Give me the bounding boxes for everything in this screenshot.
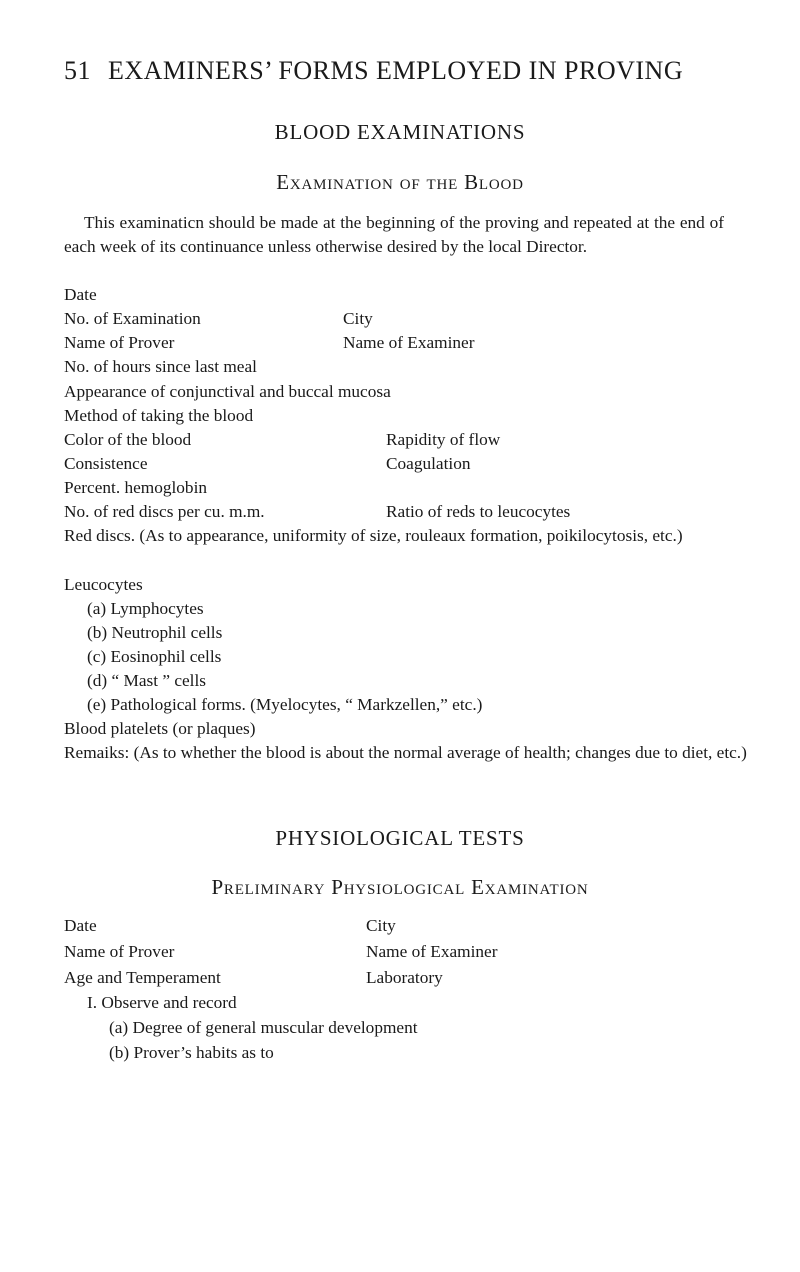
field-coagulation: Coagulation — [386, 454, 471, 473]
physio-field-examiner-name: Name of Examiner — [366, 942, 498, 961]
physio-field-date: Date — [64, 916, 97, 935]
leucocyte-item-d: (d) “ Mast ” cells — [87, 671, 207, 690]
physio-item-b: (b) Prover’s habits as to — [109, 1043, 274, 1062]
physio-item-a: (a) Degree of general muscular development — [109, 1018, 418, 1037]
field-mucosa-appearance: Appearance of conjunctival and buccal mucosa — [64, 382, 391, 401]
field-remarks: Remaiks: (As to whether the blood is about the normal average of health; changes due to diet, etc.) — [64, 743, 747, 762]
field-consistence: Consistence — [64, 454, 148, 473]
field-prover-name: Name of Prover — [64, 333, 175, 352]
blood-subtitle: Examination of the Blood — [276, 170, 524, 194]
field-examiner-name: Name of Examiner — [343, 333, 475, 352]
field-red-discs-count: No. of red discs per cu. m.m. — [64, 502, 265, 521]
field-blood-color: Color of the blood — [64, 430, 192, 449]
field-examination-number: No. of Examination — [64, 309, 201, 328]
field-hours-since-meal: No. of hours since last meal — [64, 357, 257, 376]
field-city: City — [343, 309, 373, 328]
field-blood-method: Method of taking the blood — [64, 406, 254, 425]
field-leucocytes: Leucocytes — [64, 575, 143, 594]
field-reds-leucocytes-ratio: Ratio of reds to leucocytes — [386, 502, 571, 521]
leucocyte-item-b: (b) Neutrophil cells — [87, 623, 223, 642]
physio-field-city: City — [366, 916, 396, 935]
field-flow-rapidity: Rapidity of flow — [386, 430, 501, 449]
leucocyte-item-a: (a) Lymphocytes — [87, 599, 204, 618]
leucocyte-item-c: (c) Eosinophil cells — [87, 647, 222, 666]
field-hemoglobin: Percent. hemoglobin — [64, 478, 208, 497]
physio-observe-record: I. Observe and record — [87, 993, 237, 1012]
running-title: EXAMINERS’ FORMS EMPLOYED IN PROVING — [108, 56, 684, 85]
physio-field-age-temperament: Age and Temperament — [64, 968, 221, 987]
blood-intro-paragraph: This examinaticn should be made at the beginning of the proving and repeated at the end of each week of its continuance unless otherwise desired by the local Director. — [64, 213, 724, 256]
physio-field-laboratory: Laboratory — [366, 968, 443, 987]
field-blood-platelets: Blood platelets (or plaques) — [64, 719, 256, 738]
running-header — [64, 56, 744, 86]
field-red-discs-description: Red discs. (As to appearance, uniformity of size, rouleaux formation, poikilocytosis, etc.) — [64, 526, 683, 545]
physio-field-prover-name: Name of Prover — [64, 942, 175, 961]
physio-section-title: PHYSIOLOGICAL TESTS — [275, 826, 525, 850]
page-number: 51 — [64, 56, 91, 85]
field-date: Date — [64, 285, 97, 304]
blood-section-title: BLOOD EXAMINATIONS — [274, 120, 526, 144]
physio-subtitle: Preliminary Physiological Examination — [211, 875, 589, 899]
leucocyte-item-e: (e) Pathological forms. (Myelocytes, “ Markzellen,” etc.) — [87, 695, 483, 714]
